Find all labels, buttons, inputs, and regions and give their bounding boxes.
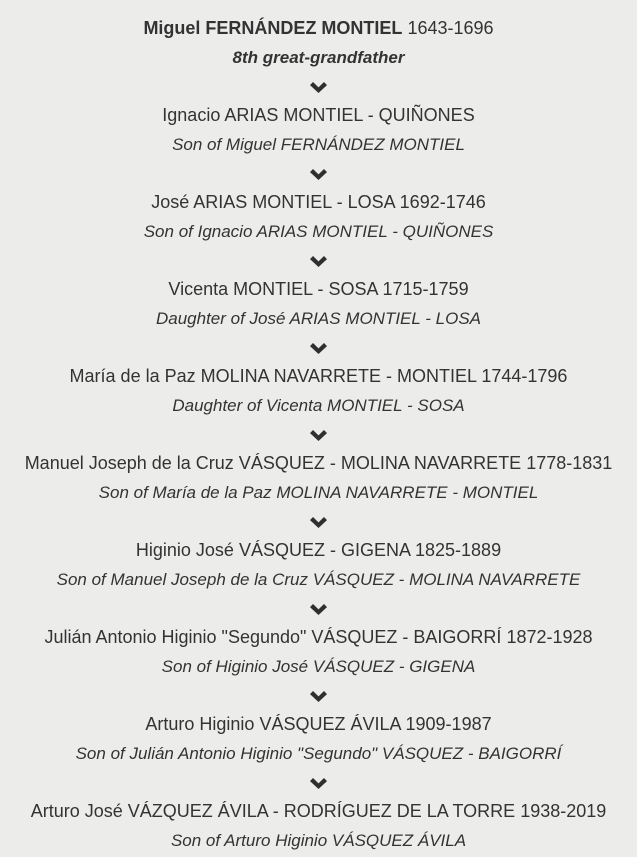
person-name: Arturo José VÁZQUEZ ÁVILA - RODRÍGUEZ DE LA TORRE xyxy=(30,801,516,821)
person-relationship: Son of María de la Paz MOLINA NAVARRETE - MONTIEL xyxy=(98,483,539,502)
person-lifespan: 1909-1987 xyxy=(405,714,492,734)
person-lifespan: 1778-1831 xyxy=(526,453,613,473)
person-name-line xyxy=(0,449,637,478)
person-name: José ARIAS MONTIEL - LOSA xyxy=(151,192,395,212)
person-name: Arturo Higinio VÁSQUEZ ÁVILA xyxy=(145,714,401,734)
person-name: Higinio José VÁSQUEZ - GIGENA xyxy=(135,540,410,560)
person-lifespan: 1872-1928 xyxy=(506,627,593,647)
person-relationship: Son of Miguel FERNÁNDEZ MONTIEL xyxy=(172,135,465,154)
chevron-down-icon xyxy=(310,343,327,354)
person-relationship: Daughter of Vicenta MONTIEL - SOSA xyxy=(172,396,465,415)
person-entry xyxy=(0,623,637,682)
person-entry xyxy=(0,710,637,769)
chevron-down-icon xyxy=(310,256,327,267)
person-name-line xyxy=(0,275,637,304)
chevron-down-icon xyxy=(310,430,327,441)
person-name: Vicenta MONTIEL - SOSA xyxy=(168,279,378,299)
person-name-line xyxy=(0,623,637,652)
chevron-down-icon xyxy=(310,778,327,789)
chevron-separator xyxy=(0,769,637,797)
person-name: Miguel FERNÁNDEZ MONTIEL xyxy=(143,18,403,38)
person-name-line xyxy=(0,710,637,739)
person-lifespan: 1825-1889 xyxy=(415,540,502,560)
person-lifespan: 1744-1796 xyxy=(481,366,568,386)
person-lifespan: 1938-2019 xyxy=(520,801,607,821)
person-entry xyxy=(0,536,637,595)
chevron-down-icon xyxy=(310,604,327,615)
person-name-line xyxy=(0,797,637,826)
person-name: Julián Antonio Higinio "Segundo" VÁSQUEZ - BAIGORRÍ xyxy=(44,627,502,647)
chevron-down-icon xyxy=(310,691,327,702)
chevron-separator xyxy=(0,73,637,101)
person-name-line xyxy=(0,14,637,43)
person-relationship: 8th great-grandfather xyxy=(232,48,405,67)
chevron-separator xyxy=(0,595,637,623)
chevron-separator xyxy=(0,160,637,188)
chevron-separator xyxy=(0,247,637,275)
person-entry xyxy=(0,362,637,421)
person-entry xyxy=(0,188,637,247)
person-relationship: Son of Ignacio ARIAS MONTIEL - QUIÑONES xyxy=(143,222,494,241)
chevron-separator xyxy=(0,421,637,449)
chevron-separator xyxy=(0,682,637,710)
person-entry xyxy=(0,275,637,334)
person-relationship: Son of Julián Antonio Higinio "Segundo" VÁSQUEZ - BAIGORRÍ xyxy=(75,744,562,763)
chevron-separator xyxy=(0,334,637,362)
person-name: María de la Paz MOLINA NAVARRETE - MONTIEL xyxy=(69,366,477,386)
chevron-down-icon xyxy=(310,517,327,528)
person-lifespan: 1643-1696 xyxy=(407,18,494,38)
person-name: Manuel Joseph de la Cruz VÁSQUEZ - MOLINA NAVARRETE xyxy=(24,453,522,473)
person-name-line xyxy=(0,101,637,130)
person-relationship: Son of Arturo Higinio VÁSQUEZ ÁVILA xyxy=(170,831,467,850)
person-name-line xyxy=(0,188,637,217)
chevron-separator xyxy=(0,508,637,536)
chevron-down-icon xyxy=(310,169,327,180)
person-name-line xyxy=(0,536,637,565)
person-entry xyxy=(0,14,637,73)
person-relationship: Son of Higinio José VÁSQUEZ - GIGENA xyxy=(161,657,476,676)
chevron-down-icon xyxy=(310,82,327,93)
person-relationship: Daughter of José ARIAS MONTIEL - LOSA xyxy=(155,309,482,328)
person-name: Ignacio ARIAS MONTIEL - QUIÑONES xyxy=(162,105,475,125)
person-entry xyxy=(0,797,637,856)
person-lifespan: 1692-1746 xyxy=(399,192,486,212)
person-lifespan: 1715-1759 xyxy=(382,279,469,299)
person-name-line xyxy=(0,362,637,391)
person-relationship: Son of Manuel Joseph de la Cruz VÁSQUEZ - MOLINA NAVARRETE xyxy=(56,570,581,589)
person-entry xyxy=(0,449,637,508)
person-entry xyxy=(0,101,637,160)
